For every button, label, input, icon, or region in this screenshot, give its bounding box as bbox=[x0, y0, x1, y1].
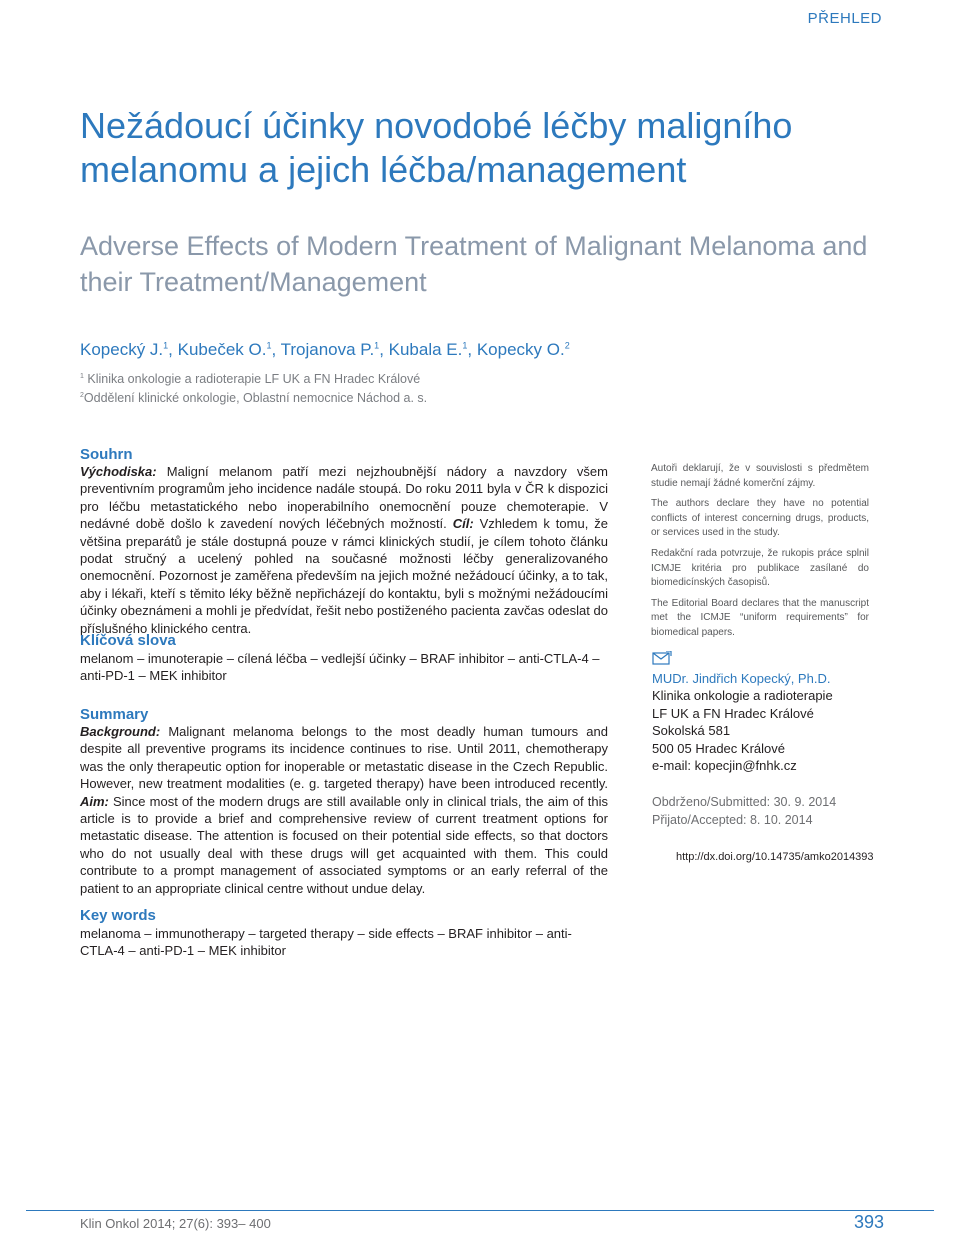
affiliation-text: Oddělení klinické onkologie, Oblastní nemocnice Náchod a. s. bbox=[83, 391, 428, 405]
contact-line: Klinika onkologie a radioterapie bbox=[652, 688, 833, 704]
summary-background-label: Background: bbox=[80, 724, 161, 739]
contact-name: MUDr. Jindřich Kopecký, Ph.D. bbox=[652, 671, 831, 686]
page-number: 393 bbox=[853, 1212, 884, 1232]
correspondence-address bbox=[652, 670, 892, 774]
affiliation bbox=[80, 391, 427, 405]
journal-citation: Klin Onkol 2014; 27(6): 393– 400 bbox=[80, 1216, 271, 1231]
submitted-date: Obdrženo/Submitted: 30. 9. 2014 bbox=[652, 795, 837, 809]
author-name: Kubeček O. bbox=[177, 340, 267, 359]
contact-line: 500 05 Hradec Králové bbox=[652, 740, 785, 756]
affiliation bbox=[80, 372, 420, 386]
summary-heading: Summary bbox=[80, 706, 149, 723]
contact-line: LF UK a FN Hradec Králové bbox=[652, 705, 814, 721]
affiliation-sup: 1 bbox=[80, 372, 84, 380]
declaration-cz: Autoři deklarují, že v souvislosti s předmětem studie nemají žádné komerční zájmy. bbox=[651, 463, 869, 489]
affiliation-text: Klinika onkologie a radioterapie LF UK a FN Hradec Králové bbox=[87, 372, 421, 386]
author-sup: 1 bbox=[462, 340, 468, 351]
conflict-declarations bbox=[651, 462, 869, 647]
keywords-cz-heading: Klíčová slova bbox=[80, 632, 176, 649]
summary-abstract bbox=[80, 723, 608, 897]
contact-line: Sokolská 581 bbox=[652, 723, 731, 739]
accepted-date: Přijato/Accepted: 8. 10. 2014 bbox=[652, 813, 813, 827]
doi-link[interactable]: http://dx.doi.org/10.14735/amko2014393 bbox=[676, 851, 874, 863]
souhrn-abstract bbox=[80, 463, 608, 637]
editorial-en: The Editorial Board declares that the manuscript met the ICMJE “uniform requirements” for biomedical papers. bbox=[651, 597, 869, 638]
author-sup: 1 bbox=[163, 340, 169, 351]
keywords-en-heading: Key words bbox=[80, 907, 156, 924]
keywords-en-text: melanoma – immunotherapy – targeted therapy – side effects – BRAF inhibitor – anti-CTLA-4 – anti-PD-1 – MEK inhibitor bbox=[80, 926, 572, 958]
author-sup: 1 bbox=[374, 340, 380, 351]
author-sup: 1 bbox=[266, 340, 272, 351]
souhrn-aim-text: Vzhledem k tomu, že většina preparátů je stále dostupná pouze v rámci klinických studií, je cílem tohoto článku podat stručný a ucelený pohled na současné možnosti léčby generalizovaného onemocnění. Pozornost je zaměřena především na jejich možné nežádoucí účinky, a to tak, aby i lékaři, kteří s těmito léky běžně nepřicházejí do kontaktu, byli s možnými nežádoucími účinky obeznámeni a mohli je předvídat, řešit nebo postiženého pacienta zavčas odeslat do příslušného klinického centra. bbox=[80, 516, 608, 636]
footer-divider bbox=[26, 1210, 934, 1211]
article-dates bbox=[652, 793, 836, 829]
title-czech: Nežádoucí účinky novodobé léčby maligního melanomu a jejich léčba/management bbox=[80, 105, 793, 190]
keywords-cz-text: melanom – imunoterapie – cílená léčba – vedlejší účinky – BRAF inhibitor – anti-CTLA-4 – anti-PD-1 – MEK inhibitor bbox=[80, 651, 600, 683]
author-sup: 2 bbox=[564, 340, 570, 351]
souhrn-heading: Souhrn bbox=[80, 446, 133, 463]
title-english: Adverse Effects of Modern Treatment of Malignant Melanoma and their Treatment/Management bbox=[80, 231, 868, 297]
summary-aim-label: Aim: bbox=[80, 793, 109, 809]
contact-email[interactable]: e-mail: kopecjin@fnhk.cz bbox=[652, 758, 797, 774]
editorial-cz: Redakční rada potvrzuje, že rukopis práce splnil ICMJE kritéria pro publikace zasílané do biomedicínských časopisů. bbox=[651, 547, 869, 589]
summary-aim-text: Since most of the modern drugs are still available only in clinical trials, the aim of this article is to provide a brief and comprehensive review of current treatment options for metastatic disease. The attention is focused on their potential side effects, so that doctors who do not usually deal with these drugs will get acquainted with them. This could contribute to a prompt management of associated symptoms or an early referral of the patient to an appropriate clinical centre without undue delay. bbox=[80, 793, 608, 896]
declaration-en: The authors declare they have no potential conflicts of interest concerning drugs, products, or services used in the study. bbox=[651, 498, 869, 539]
mail-icon bbox=[652, 651, 672, 666]
author-list: Kopecký J.$^1$, Kubeček O.$^1$, Trojanova P.$^1$, Kubala E.$^1$, Kopecky O.$^2$ bbox=[80, 340, 570, 359]
section-label: PŘEHLED bbox=[807, 10, 882, 27]
author-name: Kubala E. bbox=[388, 340, 463, 359]
author-name: Trojanova P. bbox=[280, 340, 375, 359]
souhrn-aim-label: Cíl: bbox=[452, 516, 474, 532]
summary-background-text: Malignant melanoma belongs to the most deadly human tumours and despite all preventive programs its incidence continues to rise. Until 2011, chemotherapy was the only therapeutic option for inoperable or metastatic disease in the Czech Republic. However, new treatment modalities (e. g. targeted therapy) have been introduced recently. bbox=[80, 724, 608, 792]
author-name: Kopecký J. bbox=[80, 340, 164, 359]
souhrn-background-label: Východiska: bbox=[80, 464, 157, 479]
author-name: Kopecky O. bbox=[476, 340, 565, 359]
affiliation-sup: 2 bbox=[80, 391, 84, 399]
souhrn-background-text: Maligní melanom patří mezi nejzhoubnější nádory a navzdory všem preventivním programům jeho incidence nadále stoupá. Do roku 2011 byla v ČR k dispozici pro léčbu metastatického nebo inoperabilního onemocnění pouze chemoterapie. V nedávné době došlo k zavedení nových léčebných možností. bbox=[80, 464, 608, 532]
